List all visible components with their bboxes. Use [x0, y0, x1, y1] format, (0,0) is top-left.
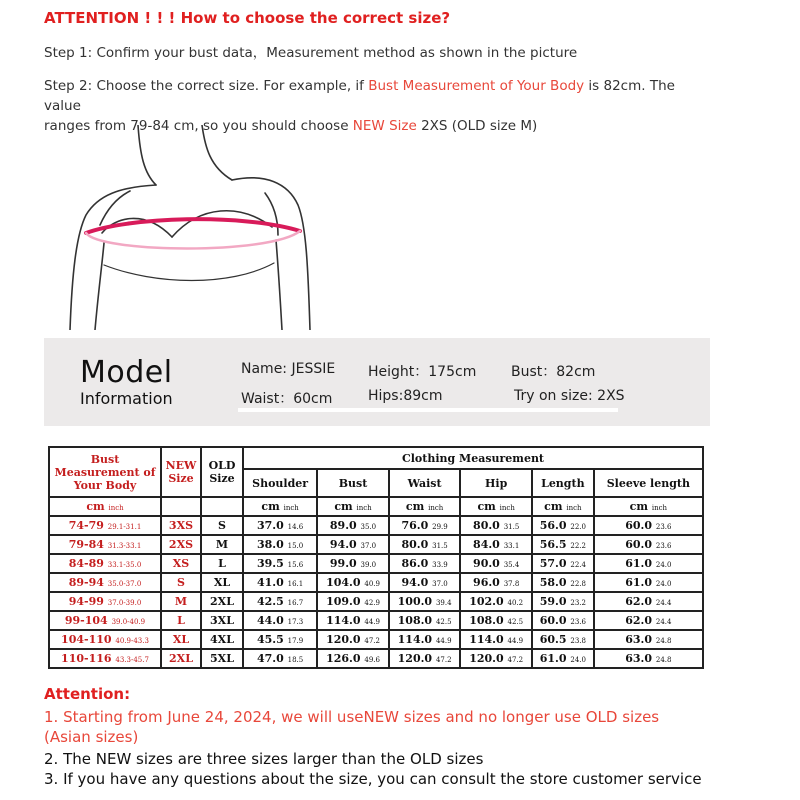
- header-old-size: OLD Size: [201, 447, 243, 497]
- measurement-cell: [389, 611, 461, 630]
- table-row: [49, 516, 703, 535]
- bust-range-inch: 33.1-35.0: [107, 561, 142, 569]
- value-inch: 16.1: [287, 580, 304, 588]
- value-cm: 57.0: [539, 557, 567, 570]
- model-title: Model: [80, 355, 173, 390]
- unit-cm: cm: [544, 500, 563, 513]
- value-cm: 96.0: [473, 576, 500, 589]
- value-inch: 22.2: [570, 542, 586, 550]
- column-header: Waist: [389, 469, 461, 497]
- unit-cell: [389, 497, 461, 516]
- measurement-cell: [389, 554, 461, 573]
- value-inch: 47.2: [435, 656, 452, 664]
- step-2-text: Step 2: Choose the correct size. For example, if Bust Measurement of Your Body is 82cm. The value ranges from 79-84 cm, so you should choose NEW Size 2XS (OLD size M): [44, 78, 675, 134]
- bust-measurement-highlight: Bust Measurement of Your Body: [368, 78, 585, 94]
- value-inch: 22.0: [570, 523, 586, 531]
- unit-cell: [317, 497, 389, 516]
- table-row: [49, 554, 703, 573]
- attention-note-1: 1. Starting from June 24, 2024, we will useNEW sizes and no longer use OLD sizes (Asian sizes): [44, 708, 660, 746]
- bust-range-cm: 110-116: [61, 652, 112, 665]
- value-inch: 37.8: [503, 580, 520, 588]
- bust-range-inch: 39.0-40.9: [111, 618, 146, 626]
- old-size-cell: 2XL: [201, 592, 243, 611]
- value-inch: 24.8: [655, 656, 672, 664]
- value-cm: 60.0: [625, 519, 653, 532]
- bust-range-inch: 40.9-43.3: [115, 637, 149, 645]
- measurement-cell: [594, 649, 703, 668]
- new-size-cell: 2XL: [161, 649, 201, 668]
- unit-inch: inch: [651, 504, 668, 512]
- measurement-cell: [317, 535, 389, 554]
- value-cm: 100.0: [397, 595, 433, 608]
- model-height: Height：175cm: [368, 364, 477, 380]
- value-cm: 120.0: [326, 633, 361, 646]
- value-inch: 24.8: [655, 637, 672, 645]
- bust-range-inch: 29.1-31.1: [107, 523, 142, 531]
- value-cm: 44.0: [256, 614, 284, 627]
- old-size-cell: 4XL: [201, 630, 243, 649]
- value-cm: 108.0: [397, 614, 433, 627]
- new-size-cell: 3XS: [161, 516, 201, 535]
- value-cm: 102.0: [469, 595, 504, 608]
- measurement-cell: [532, 611, 594, 630]
- value-cm: 94.0: [401, 576, 429, 589]
- bust-range-inch: 31.3-33.1: [107, 542, 142, 550]
- value-inch: 15.0: [287, 542, 304, 550]
- bust-range-cm: 94-99: [68, 595, 104, 608]
- measurement-cell: [243, 611, 317, 630]
- measurement-cell: [594, 592, 703, 611]
- value-cm: 90.0: [473, 557, 500, 570]
- value-inch: 23.8: [570, 637, 586, 645]
- value-cm: 41.0: [256, 576, 284, 589]
- bust-range-cell: [49, 611, 161, 630]
- measurement-cell: [532, 554, 594, 573]
- unit-inch: inch: [283, 504, 299, 512]
- measurement-cell: [389, 592, 461, 611]
- measurement-cell: [389, 630, 461, 649]
- unit-cm: cm: [477, 500, 496, 513]
- value-inch: 49.6: [364, 656, 380, 664]
- value-cm: 89.0: [329, 519, 357, 532]
- bust-range-cell: [49, 516, 161, 535]
- value-inch: 22.8: [570, 580, 586, 588]
- value-cm: 84.0: [473, 538, 500, 551]
- header-new-size: NEW Size: [161, 447, 201, 497]
- step-1-text: Step 1: Confirm your bust data，Measurement method as shown in the picture: [44, 45, 578, 61]
- bust-range-cell: [49, 535, 161, 554]
- value-cm: 59.0: [539, 595, 567, 608]
- measurement-cell: [460, 516, 532, 535]
- bust-range-cell: [49, 573, 161, 592]
- measurement-cell: [460, 535, 532, 554]
- value-cm: 61.0: [539, 652, 567, 665]
- measurement-cell: [532, 516, 594, 535]
- value-cm: 114.0: [397, 633, 433, 646]
- value-cm: 86.0: [401, 557, 429, 570]
- bust-range-cm: 84-89: [68, 557, 104, 570]
- old-size-cell: XL: [201, 573, 243, 592]
- column-header: Length: [532, 469, 594, 497]
- value-cm: 104.0: [326, 576, 361, 589]
- measurement-cell: [460, 592, 532, 611]
- value-inch: 17.9: [287, 637, 304, 645]
- value-inch: 14.6: [287, 523, 304, 531]
- unit-cm: cm: [334, 500, 353, 513]
- value-inch: 23.6: [655, 542, 672, 550]
- value-cm: 61.0: [625, 576, 653, 589]
- value-cm: 80.0: [473, 519, 500, 532]
- measurement-cell: [594, 516, 703, 535]
- value-inch: 37.0: [360, 542, 377, 550]
- value-cm: 61.0: [625, 557, 653, 570]
- empty-cell: [201, 497, 243, 516]
- old-size-cell: 3XL: [201, 611, 243, 630]
- measurement-cell: [389, 535, 461, 554]
- new-size-cell: 2XS: [161, 535, 201, 554]
- new-size-cell: XL: [161, 630, 201, 649]
- value-inch: 42.5: [507, 618, 524, 626]
- value-inch: 39.0: [360, 561, 377, 569]
- model-subtitle: Information: [80, 389, 173, 408]
- measurement-cell: [317, 649, 389, 668]
- value-inch: 23.6: [570, 618, 586, 626]
- bust-range-cell: [49, 554, 161, 573]
- measurement-cell: [243, 649, 317, 668]
- value-inch: 29.9: [432, 523, 448, 531]
- table-row: [49, 535, 703, 554]
- value-cm: 63.0: [625, 652, 653, 665]
- measurement-cell: [389, 649, 461, 668]
- measurement-cell: [317, 516, 389, 535]
- table-row: [49, 649, 703, 668]
- header-clothing-measurement: Clothing Measurement: [243, 447, 703, 469]
- unit-cm: cm: [261, 500, 280, 513]
- bust-range-cell: [49, 592, 161, 611]
- measurement-cell: [460, 630, 532, 649]
- bust-range-cm: 89-94: [68, 576, 104, 589]
- measurement-cell: [594, 611, 703, 630]
- value-inch: 33.1: [503, 542, 520, 550]
- value-inch: 24.4: [655, 599, 672, 607]
- header-bust-measurement: Bust Measurement of Your Body: [49, 447, 161, 497]
- value-cm: 120.0: [469, 652, 504, 665]
- value-cm: 45.5: [256, 633, 284, 646]
- column-header: Sleeve length: [594, 469, 703, 497]
- unit-inch: inch: [566, 504, 582, 512]
- measurement-cell: [243, 630, 317, 649]
- column-header: Shoulder: [243, 469, 317, 497]
- unit-cell: [49, 497, 161, 516]
- unit-inch: inch: [108, 504, 124, 512]
- measurement-cell: [389, 573, 461, 592]
- value-inch: 39.4: [435, 599, 452, 607]
- value-inch: 40.2: [507, 599, 524, 607]
- measurement-cell: [243, 592, 317, 611]
- new-size-cell: M: [161, 592, 201, 611]
- value-inch: 17.3: [287, 618, 304, 626]
- attention-note-2: 2. The NEW sizes are three sizes larger than the OLD sizes: [44, 750, 484, 768]
- divider: [238, 408, 618, 412]
- value-cm: 120.0: [397, 652, 433, 665]
- measurement-cell: [317, 554, 389, 573]
- value-cm: 37.0: [256, 519, 284, 532]
- table-row: [49, 630, 703, 649]
- value-cm: 99.0: [329, 557, 357, 570]
- unit-cell: [532, 497, 594, 516]
- value-inch: 24.0: [655, 561, 672, 569]
- measurement-cell: [243, 516, 317, 535]
- bust-measurement-illustration: [60, 125, 360, 330]
- bust-range-cm: 99-104: [64, 614, 108, 627]
- measurement-cell: [594, 554, 703, 573]
- value-cm: 80.0: [401, 538, 429, 551]
- measurement-cell: [532, 630, 594, 649]
- value-cm: 114.0: [326, 614, 361, 627]
- measurement-cell: [317, 592, 389, 611]
- attention-note-3: 3. If you have any questions about the size, you can consult the store customer service: [44, 770, 702, 788]
- value-cm: 63.0: [625, 633, 653, 646]
- value-cm: 60.0: [625, 538, 653, 551]
- value-cm: 58.0: [539, 576, 567, 589]
- value-inch: 44.9: [364, 618, 380, 626]
- measurement-cell: [460, 554, 532, 573]
- model-waist: Waist：60cm: [241, 391, 333, 407]
- unit-inch: inch: [428, 504, 444, 512]
- empty-cell: [161, 497, 201, 516]
- value-inch: 40.9: [364, 580, 380, 588]
- measurement-cell: [532, 649, 594, 668]
- bust-range-cm: 104-110: [61, 633, 112, 646]
- value-cm: 76.0: [401, 519, 429, 532]
- measurement-cell: [532, 535, 594, 554]
- measurement-cell: [594, 535, 703, 554]
- unit-cell: [460, 497, 532, 516]
- measurement-cell: [532, 573, 594, 592]
- model-name: Name: JESSIE: [241, 361, 336, 377]
- value-inch: 22.4: [570, 561, 586, 569]
- measurement-cell: [460, 611, 532, 630]
- value-inch: 15.6: [287, 561, 304, 569]
- value-inch: 31.5: [503, 523, 520, 531]
- measurement-cell: [243, 554, 317, 573]
- value-cm: 109.0: [326, 595, 361, 608]
- attention-title: Attention:: [44, 685, 131, 703]
- unit-cell: [594, 497, 703, 516]
- value-cm: 38.0: [256, 538, 284, 551]
- table-row: [49, 592, 703, 611]
- unit-inch: inch: [356, 504, 372, 512]
- bust-range-cm: 79-84: [68, 538, 104, 551]
- value-inch: 42.5: [435, 618, 452, 626]
- measurement-cell: [460, 573, 532, 592]
- value-inch: 35.4: [503, 561, 520, 569]
- unit-cm: cm: [86, 500, 105, 513]
- old-size-cell: 5XL: [201, 649, 243, 668]
- value-cm: 47.0: [256, 652, 284, 665]
- value-inch: 37.0: [432, 580, 448, 588]
- new-size-highlight: NEW Size: [352, 118, 417, 134]
- value-inch: 16.7: [287, 599, 304, 607]
- bust-range-cell: [49, 630, 161, 649]
- measurement-cell: [317, 630, 389, 649]
- value-inch: 24.0: [570, 656, 586, 664]
- size-chart-table: [48, 446, 704, 669]
- page-title: ATTENTION ! ! ! How to choose the correct size?: [44, 9, 451, 27]
- value-inch: 24.0: [655, 580, 672, 588]
- measurement-cell: [460, 649, 532, 668]
- bust-range-inch: 35.0-37.0: [107, 580, 142, 588]
- value-cm: 60.0: [539, 614, 567, 627]
- old-size-cell: M: [201, 535, 243, 554]
- unit-cell: [243, 497, 317, 516]
- value-inch: 47.2: [507, 656, 524, 664]
- value-inch: 18.5: [287, 656, 304, 664]
- value-cm: 60.5: [539, 633, 567, 646]
- value-inch: 42.9: [364, 599, 380, 607]
- value-inch: 44.9: [435, 637, 452, 645]
- value-cm: 126.0: [326, 652, 361, 665]
- old-size-cell: L: [201, 554, 243, 573]
- unit-inch: inch: [499, 504, 515, 512]
- value-inch: 23.6: [655, 523, 672, 531]
- bust-range-cell: [49, 649, 161, 668]
- value-cm: 56.5: [539, 538, 567, 551]
- value-cm: 42.5: [256, 595, 284, 608]
- table-row: [49, 573, 703, 592]
- bust-range-inch: 37.0-39.0: [107, 599, 142, 607]
- measurement-cell: [594, 573, 703, 592]
- value-cm: 62.0: [625, 595, 653, 608]
- measurement-cell: [532, 592, 594, 611]
- bust-range-inch: 43.3-45.7: [115, 656, 149, 664]
- value-inch: 23.2: [570, 599, 586, 607]
- model-tryon-size: Try on size: 2XS: [514, 388, 625, 404]
- model-bust: Bust：82cm: [511, 364, 596, 380]
- old-size-cell: S: [201, 516, 243, 535]
- unit-cm: cm: [405, 500, 425, 513]
- value-inch: 47.2: [364, 637, 380, 645]
- value-inch: 31.5: [432, 542, 448, 550]
- unit-cm: cm: [629, 500, 649, 513]
- measurement-cell: [243, 573, 317, 592]
- table-row: [49, 611, 703, 630]
- measurement-cell: [243, 535, 317, 554]
- column-header: Hip: [460, 469, 532, 497]
- model-hips: Hips:89cm: [368, 388, 443, 404]
- column-header: Bust: [317, 469, 389, 497]
- value-inch: 35.0: [360, 523, 377, 531]
- measurement-cell: [317, 573, 389, 592]
- value-cm: 39.5: [256, 557, 284, 570]
- value-cm: 114.0: [469, 633, 504, 646]
- new-size-cell: XS: [161, 554, 201, 573]
- measurement-cell: [389, 516, 461, 535]
- value-cm: 56.0: [539, 519, 567, 532]
- measurement-cell: [317, 611, 389, 630]
- value-inch: 33.9: [432, 561, 448, 569]
- value-inch: 44.9: [507, 637, 524, 645]
- new-size-cell: L: [161, 611, 201, 630]
- new-size-cell: S: [161, 573, 201, 592]
- value-cm: 94.0: [329, 538, 357, 551]
- value-inch: 24.4: [655, 618, 672, 626]
- value-cm: 62.0: [625, 614, 653, 627]
- measurement-cell: [594, 630, 703, 649]
- value-cm: 108.0: [469, 614, 504, 627]
- bust-range-cm: 74-79: [68, 519, 104, 532]
